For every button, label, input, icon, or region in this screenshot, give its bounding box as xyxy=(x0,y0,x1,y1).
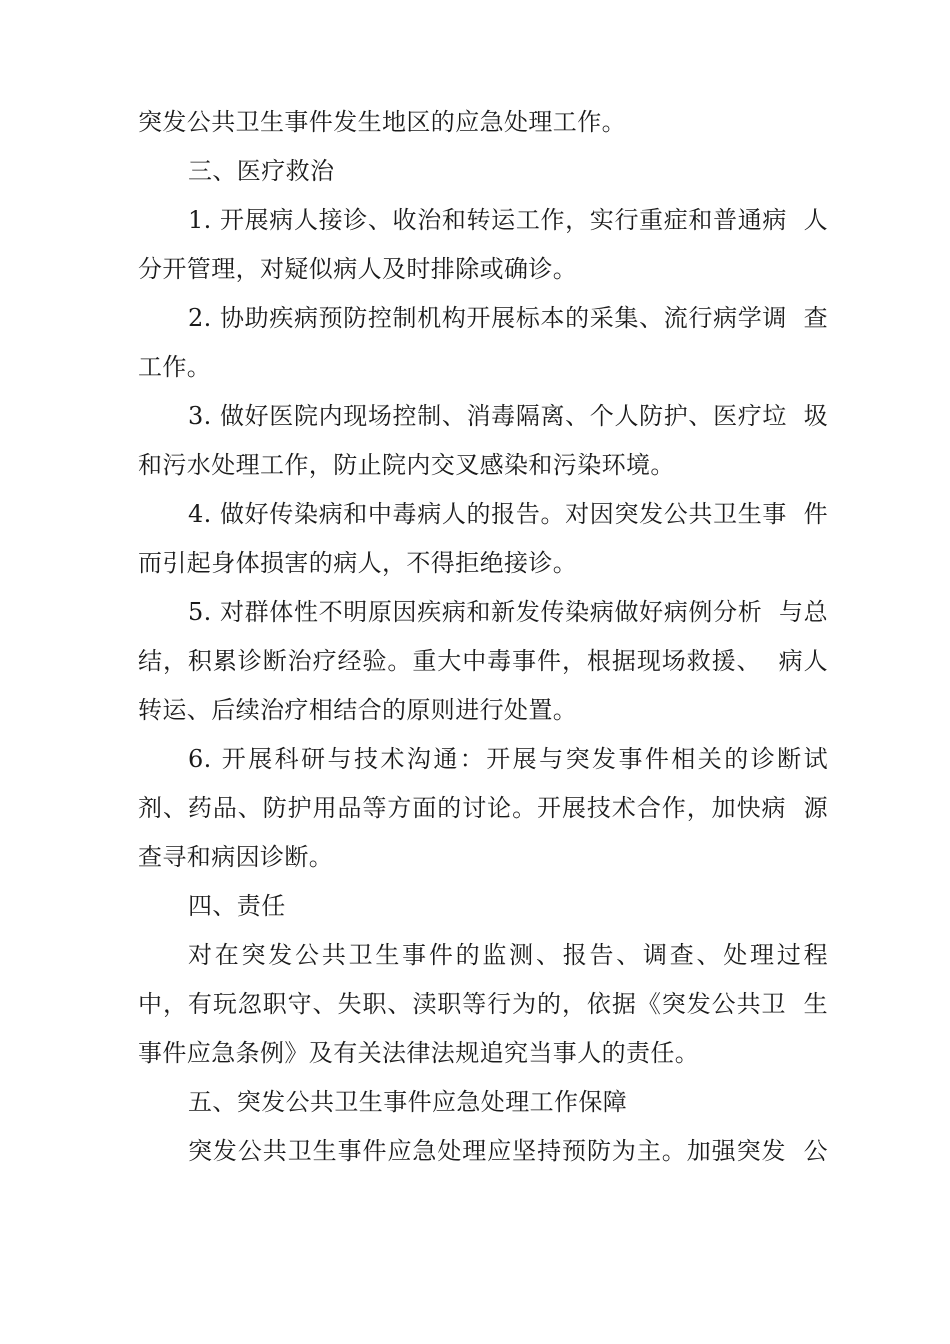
item-3-line-2: 和污水处理工作，防止院内交叉感染和污染环境。 xyxy=(138,451,675,479)
item-4-line-1: 4. 做好传染病和中毒病人的报告。对因突发公共卫生事 件 xyxy=(188,500,828,528)
paragraph-continuation-line: 突发公共卫生事件发生地区的应急处理工作。 xyxy=(138,108,626,136)
guarantee-line-1: 突发公共卫生事件应急处理应坚持预防为主。加强突发 公 xyxy=(188,1137,828,1165)
item-2-line-1: 2. 协助疾病预防控制机构开展标本的采集、流行病学调 查 xyxy=(188,304,828,332)
section-heading-guarantee: 五、突发公共卫生事件应急处理工作保障 xyxy=(188,1088,628,1116)
item-5-line-1: 5. 对群体性不明原因疾病和新发传染病做好病例分析 与总 xyxy=(188,598,828,626)
responsibility-line-1: 对在突发公共卫生事件的监测、报告、调查、处理过程 xyxy=(188,941,828,969)
item-6-line-1: 6. 开展科研与技术沟通：开展与突发事件相关的诊断试 xyxy=(188,745,828,773)
item-6-line-3: 查寻和病因诊断。 xyxy=(138,843,334,871)
item-5-line-3: 转运、后续治疗相结合的原则进行处置。 xyxy=(138,696,578,724)
section-heading-responsibility: 四、责任 xyxy=(188,892,286,920)
item-3-line-1: 3. 做好医院内现场控制、消毒隔离、个人防护、医疗垃 圾 xyxy=(188,402,828,430)
responsibility-line-2: 中，有玩忽职守、失职、渎职等行为的，依据《突发公共卫 生 xyxy=(138,990,828,1018)
responsibility-line-3: 事件应急条例》及有关法律法规追究当事人的责任。 xyxy=(138,1039,700,1067)
item-5-line-2: 结，积累诊断治疗经验。重大中毒事件，根据现场救援、 病人 xyxy=(138,647,828,675)
item-1-line-1: 1. 开展病人接诊、收治和转运工作，实行重症和普通病 人 xyxy=(188,206,828,234)
section-heading-medical-treatment: 三、医疗救治 xyxy=(188,157,335,185)
item-6-line-2: 剂、药品、防护用品等方面的讨论。开展技术合作，加快病 源 xyxy=(138,794,828,822)
item-1-line-2: 分开管理，对疑似病人及时排除或确诊。 xyxy=(138,255,578,283)
item-2-line-2: 工作。 xyxy=(138,353,212,381)
item-4-line-2: 而引起身体损害的病人，不得拒绝接诊。 xyxy=(138,549,578,577)
